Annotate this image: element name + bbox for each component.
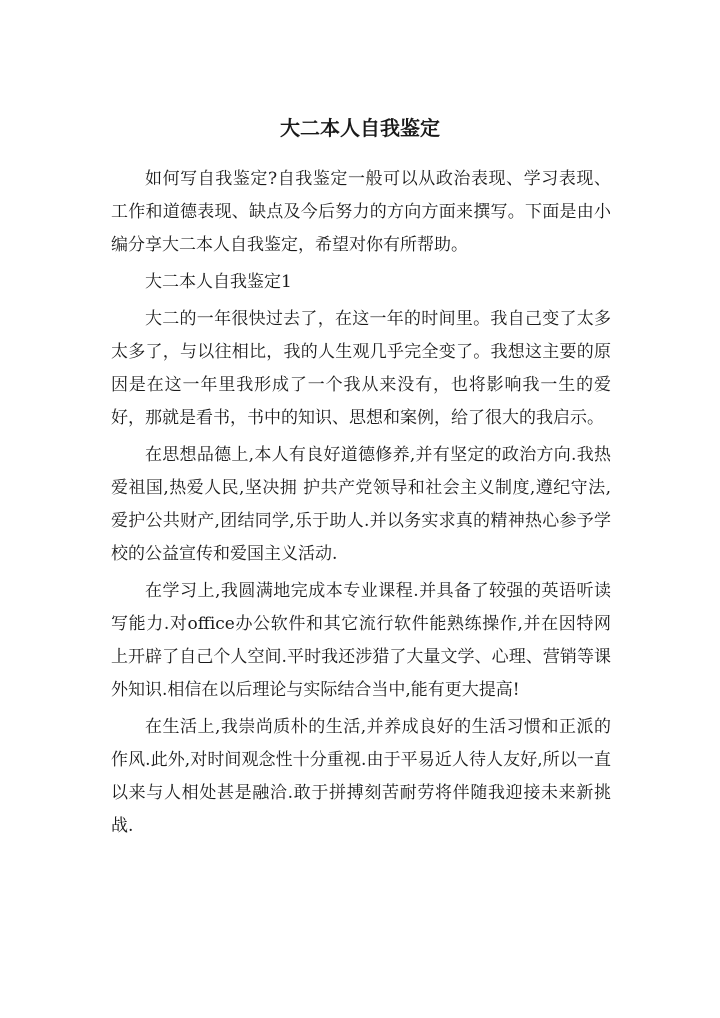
paragraph-ideology: 在思想品德上,本人有良好道德修养,并有坚定的政治方向.我热爱祖国,热爱人民,坚决拥 护共产党领导和社会主义制度,遵纪守法,爱护公共财产,团结同学,乐于助人.并以务实求真的精神热心参予学校的公益宣传和爱国主义活动. [111,445,611,564]
section-heading: 大二本人自我鉴定1 [145,272,292,292]
paragraph-life: 在生活上,我崇尚质朴的生活,并养成良好的生活习惯和正派的作风.此外,对时间观念性十分重视.由于平易近人待人友好,所以一直以来与人相处甚是融洽.敢于拼搏刻苦耐劳将伴随我迎接未来新挑战. [111,717,611,836]
paragraph-overview: 大二的一年很快过去了，在这一年的时间里。我自己变了太多太多了，与以往相比，我的人生观几乎完全变了。我想这主要的原因是在这一年里我形成了一个我从来没有，也将影响我一生的爱好，那就是看书，书中的知识、思想和案例，给了很大的我启示。 [111,309,611,428]
document-title: 大二本人自我鉴定 [280,116,440,140]
paragraph-intro: 如何写自我鉴定?自我鉴定一般可以从政治表现、学习表现、工作和道德表现、缺点及今后努力的方向方面来撰写。下面是由小编分享大二本人自我鉴定，希望对你有所帮助。 [111,169,611,255]
document-body [111,163,611,847]
paragraph-study: 在学习上,我圆满地完成本专业课程.并具备了较强的英语听读写能力.对office办公软件和其它流行软件能熟练操作,并在因特网上开辟了自己个人空间.平时我还涉猎了大量文学、心理、营销等课外知识.相信在以后理论与实际结合当中,能有更大提高! [111,581,611,700]
